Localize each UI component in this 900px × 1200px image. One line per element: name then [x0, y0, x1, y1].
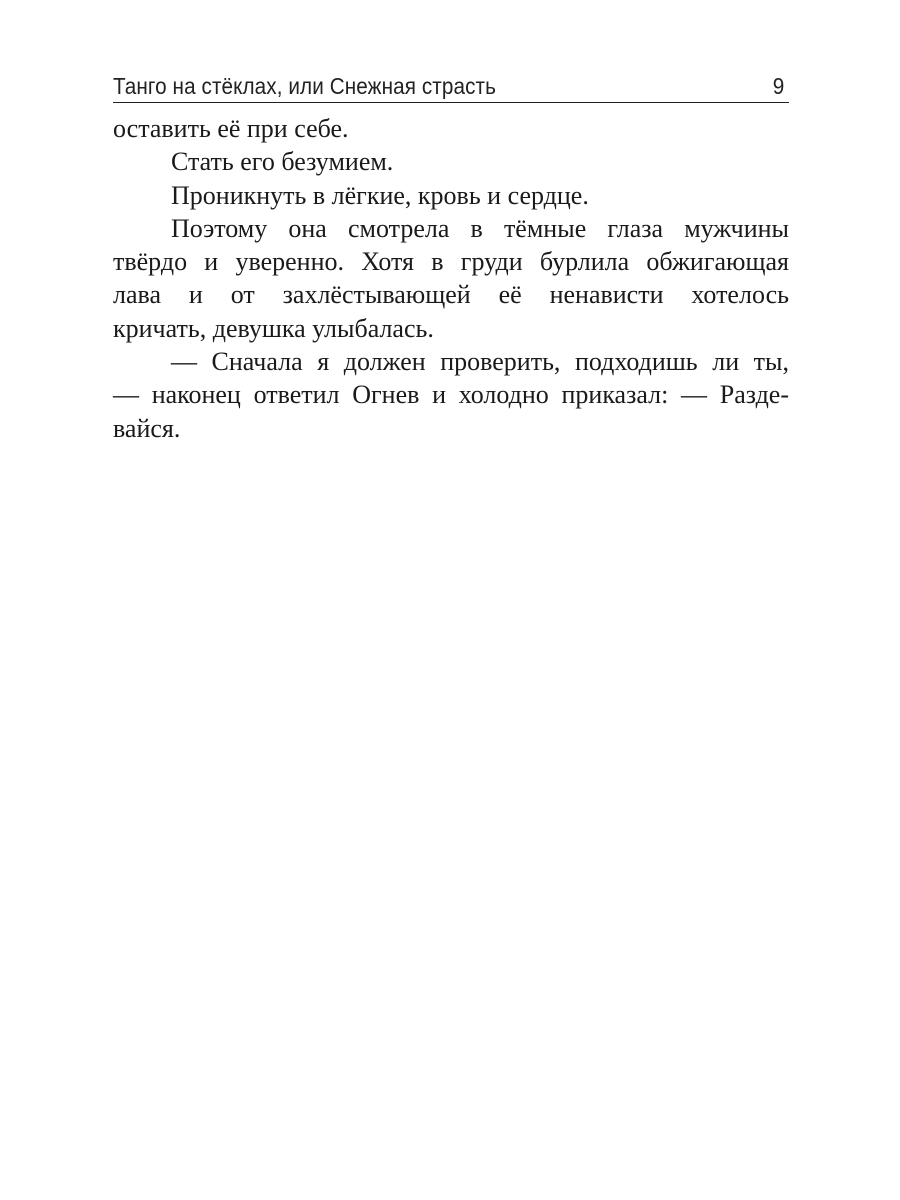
page-number: 9	[772, 73, 785, 99]
text-line: Проникнуть в лёгкие, кровь и сердце.	[171, 180, 589, 210]
paragraph	[113, 145, 789, 178]
text-line: твёрдо и уверенно. Хотя в груди бурлила обжигающая	[113, 247, 789, 277]
paragraph	[113, 179, 789, 212]
text-line: оставить её при себе.	[113, 114, 349, 143]
paragraph	[113, 112, 789, 145]
text-line: лава и от захлёстывающей её ненависти хотелось	[113, 280, 789, 310]
header-rule	[113, 102, 789, 103]
text-line: Поэтому она смотрела в тёмные глаза мужчины	[171, 213, 789, 243]
text-line: вайся.	[113, 413, 181, 443]
running-head	[113, 64, 785, 100]
paragraph	[113, 212, 789, 345]
text-line: — наконец ответил Огнев и холодно приказал: — Разде-	[113, 380, 789, 410]
text-line: Стать его безумием.	[171, 147, 394, 177]
text-line: — Сначала я должен проверить, подходишь ли ты,	[171, 347, 789, 377]
body-text	[113, 112, 789, 445]
running-title: Танго на стёклах, или Снежная страсть	[113, 73, 496, 99]
text-line: кричать, девушка улыбалась.	[113, 313, 434, 343]
paragraph	[113, 345, 789, 445]
